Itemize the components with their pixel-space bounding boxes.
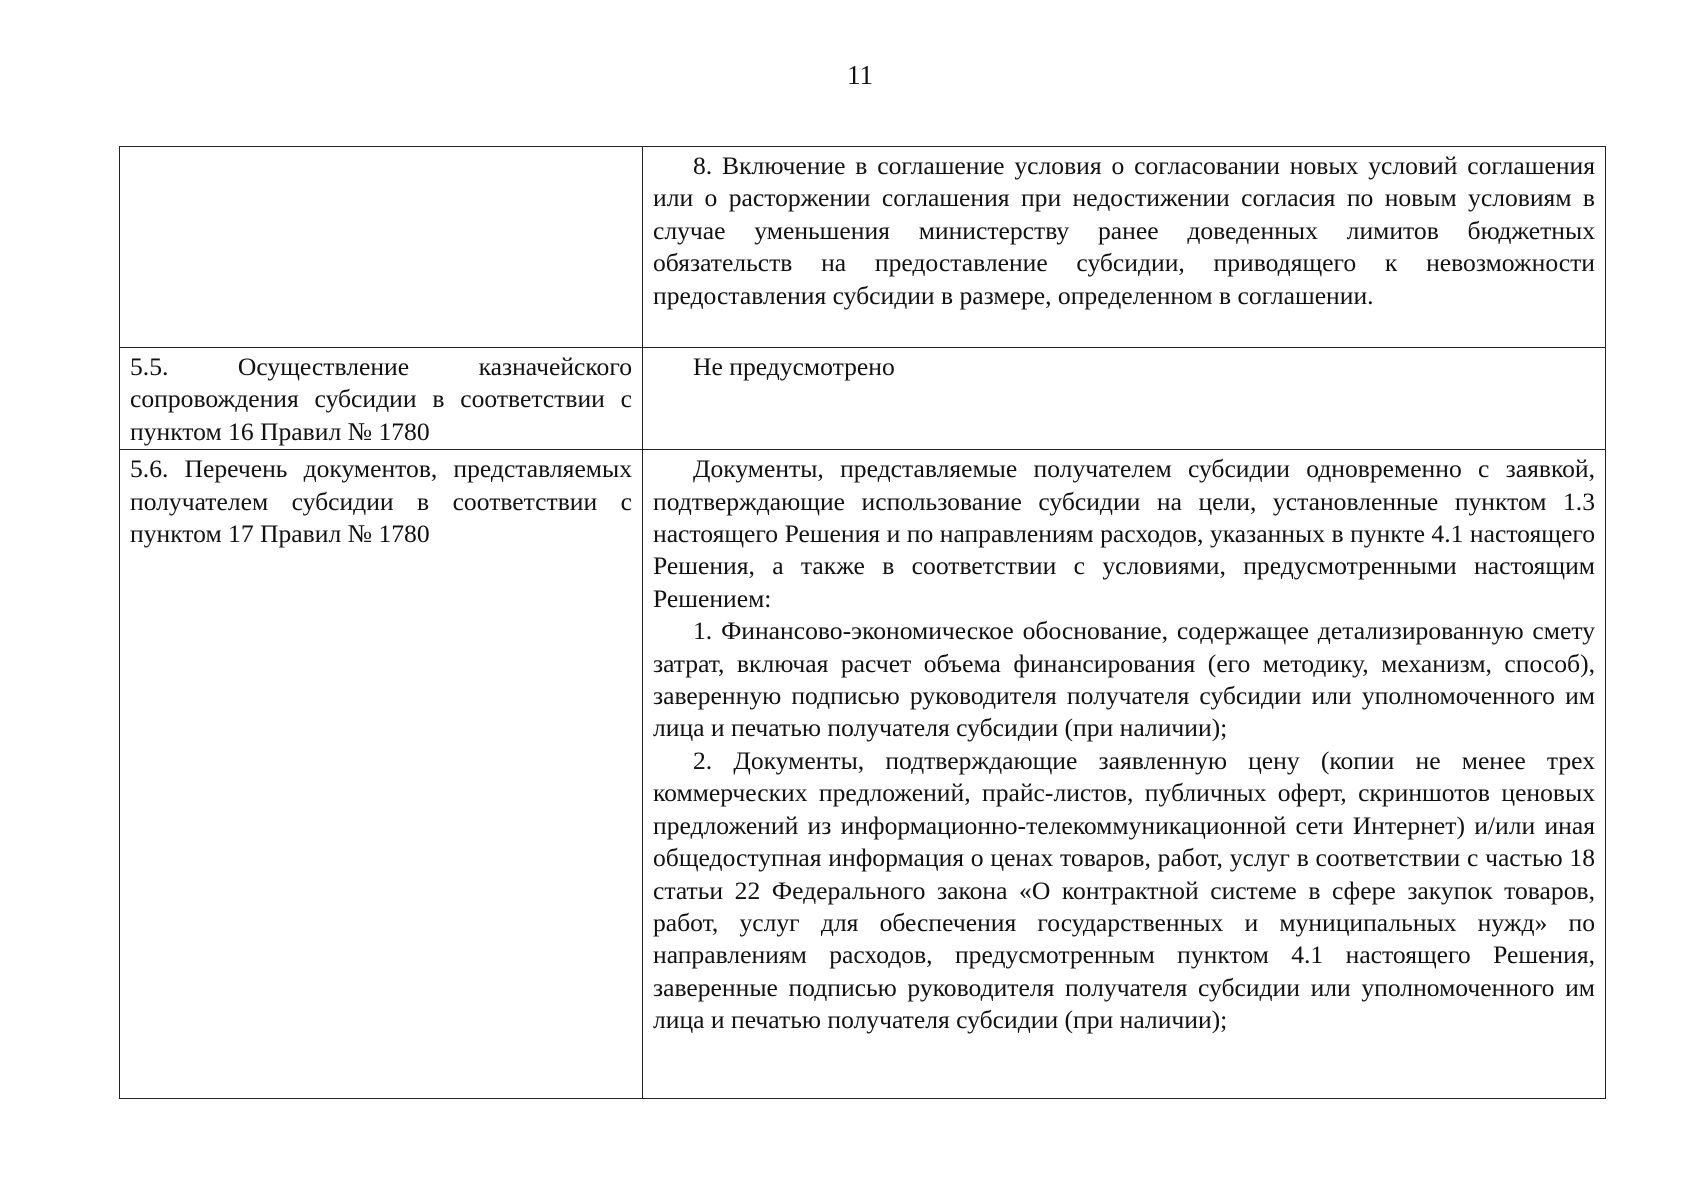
paragraph: Не предусмотрено	[693, 352, 895, 381]
table-row	[120, 450, 1606, 1099]
row-label: 5.5. Осуществление казначейского сопровождения субсидии в соответствии с пунктом 16 Правил № 1780	[130, 352, 632, 446]
row-label-cell	[120, 450, 643, 1099]
table-row	[120, 147, 1606, 348]
paragraph: Документы, представляемые получателем субсидии одновременно с заявкой, подтверждающие использование субсидии на цели, установленные пунктом 1.3 настоящего Решения и по направлениям расходов, указанных в пункте 4.1 настоящего Решения, а также в соответствии с условиями, предусмотренными настоящим Решением:	[653, 454, 1595, 613]
row-label-cell	[120, 348, 643, 450]
paragraph: 8. Включение в соглашение условия о согласовании новых условий соглашения или о расторжении соглашения при недостижении согласия по новым условиям в случае уменьшения министерству ранее доведенных лимитов бюджетных обязательств на предоставление субсидии, приводящего к невозможности предоставления субсидии в размере, определенном в соглашении.	[653, 151, 1595, 310]
row-content-cell	[643, 147, 1606, 348]
table-row	[120, 348, 1606, 450]
row-content-cell	[643, 348, 1606, 450]
row-content-cell	[643, 450, 1606, 1099]
list-item: 1. Финансово-экономическое обоснование, содержащее детализированную смету затрат, включая расчет объема финансирования (его методику, механизм, способ), заверенную подписью руководителя получателя субсидии или уполномоченного им лица и печатью получателя субсидии (при наличии);	[653, 616, 1595, 743]
row-label: 5.6. Перечень документов, представляемых получателем субсидии в соответствии с пунктом 17 Правил № 1780	[130, 454, 632, 549]
row-label-cell	[120, 147, 643, 348]
list-item: 2. Документы, подтверждающие заявленную цену (копии не менее трех коммерческих предложений, прайс-листов, публичных оферт, скриншотов ценовых предложений из информационно-телекоммуникационной сети Интернет) и/или иная общедоступная информация о ценах товаров, работ, услуг в соответствии с частью 18 статьи 22 Федерального закона «О контрактной системе в сфере закупок товаров, работ, услуг для обеспечения государственных и муниципальных нужд» по направлениям расходов, предусмотренным пунктом 4.1 настоящего Решения, заверенные подписью руководителя получателя субсидии или уполномоченного им лица и печатью получателя субсидии (при наличии);	[653, 745, 1595, 1035]
page-number: 11	[847, 60, 873, 90]
document-table	[119, 146, 1606, 1099]
